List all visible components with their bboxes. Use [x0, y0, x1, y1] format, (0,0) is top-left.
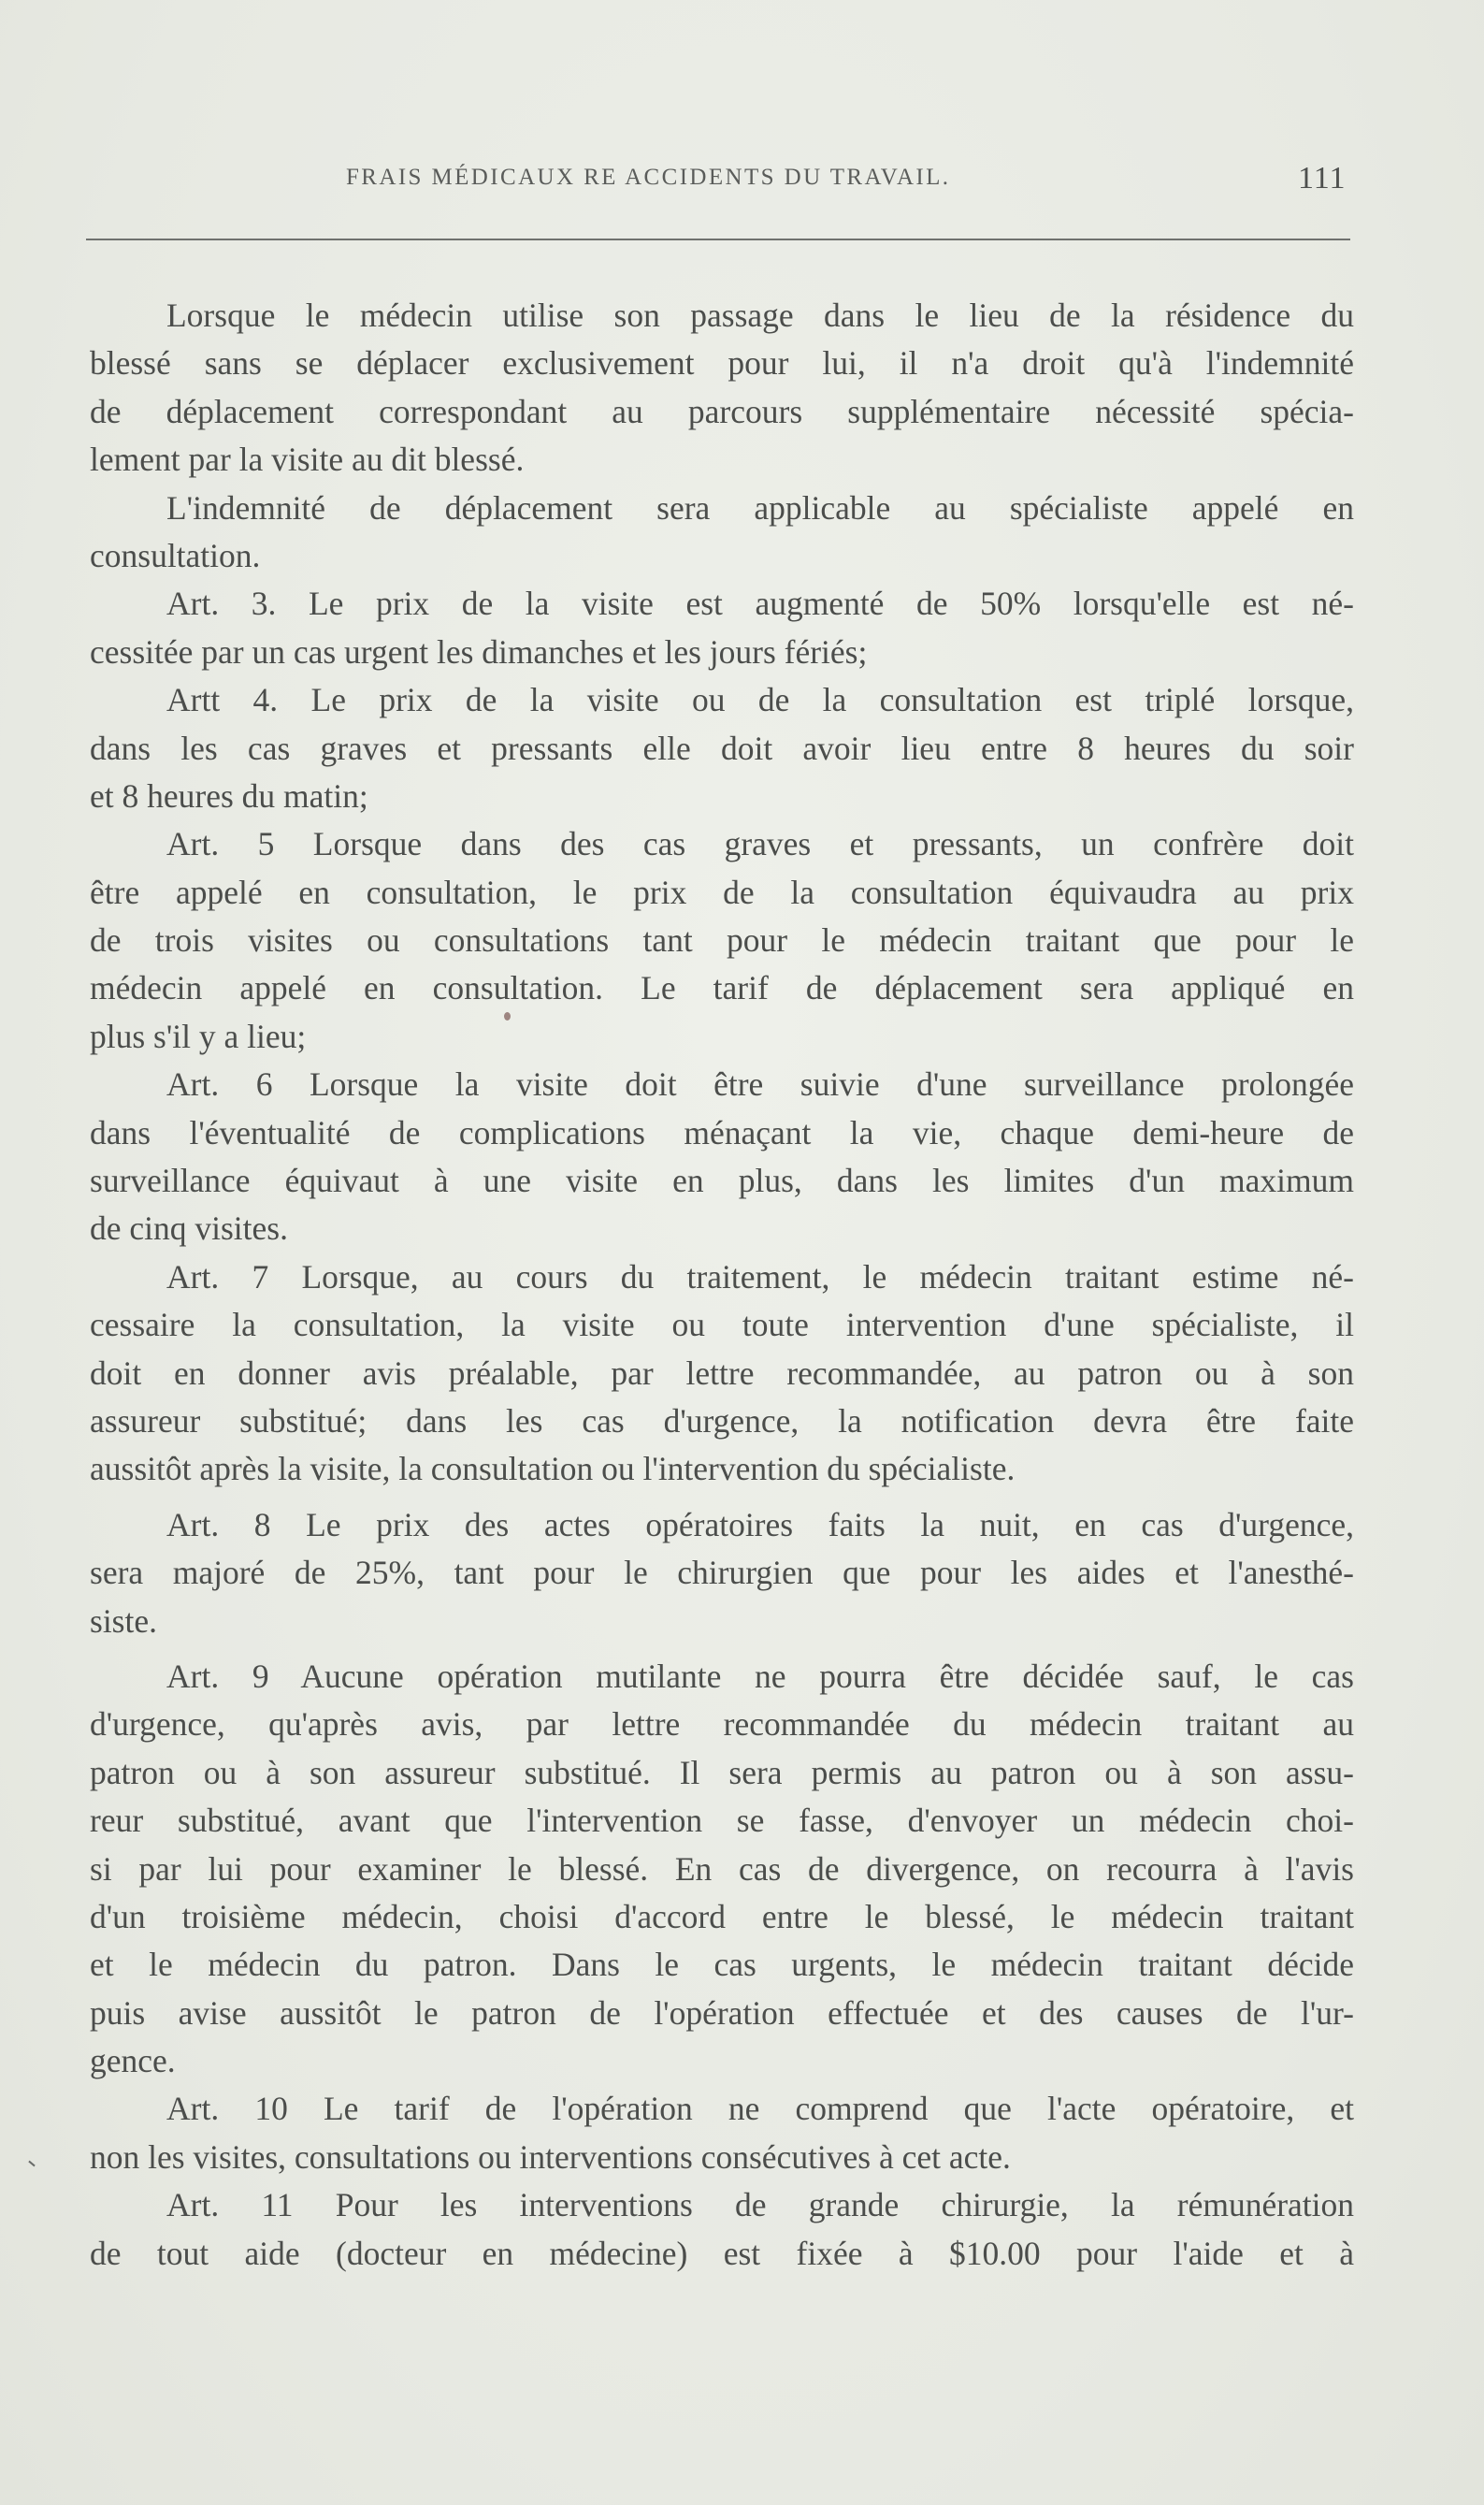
text-line: cessitée par un cas urgent les dimanches et les jours fériés;	[90, 632, 868, 671]
text-line: plus s'il y a lieu;	[90, 1017, 307, 1055]
text-line: d'urgence, qu'après avis, par lettre recommandée du médecin traitant au	[90, 1705, 1354, 1744]
text-line: être appelé en consultation, le prix de la consultation équivaudra au prix	[90, 873, 1354, 911]
text-line: et 8 heures du matin;	[90, 776, 368, 815]
text-line: Lorsque le médecin utilise son passage dans le lieu de la résidence du	[166, 297, 1354, 334]
text-line: si par lui pour examiner le blessé. En cas de divergence, on recourra à l'avis	[90, 1849, 1354, 1888]
text-line: Art. 8 Le prix des actes opératoires faits la nuit, en cas d'urgence,	[166, 1505, 1354, 1543]
header-rule	[86, 239, 1350, 240]
text-line: non les visites, consultations ou interventions consécutives à cet acte.	[90, 2137, 1011, 2176]
running-title: FRAIS MÉDICAUX RE ACCIDENTS DU TRAVAIL.	[346, 165, 951, 190]
text-line: gence.	[90, 2042, 176, 2080]
text-line: de tout aide (docteur en médecine) est fixée à $10.00 pour l'aide et à	[90, 2234, 1354, 2272]
text-line: de déplacement correspondant au parcours supplémentaire nécessité spécia-	[90, 392, 1354, 430]
text-line: Art. 10 Le tarif de l'opération ne comprend que l'acte opératoire, et	[166, 2090, 1354, 2128]
text-line: Artt 4. Le prix de la visite ou de la consultation est triplé lorsque,	[166, 681, 1354, 719]
text-line: Art. 5 Lorsque dans des cas graves et pressants, un confrère doit	[166, 825, 1354, 863]
text-line: assureur substitué; dans les cas d'urgence, la notification devra être faite	[90, 1401, 1354, 1440]
text-line: consultation.	[90, 536, 261, 574]
text-line: de trois visites ou consultations tant pour le médecin traitant que pour le	[90, 921, 1354, 960]
text-line: aussitôt après la visite, la consultation ou l'intervention du spécialiste.	[90, 1450, 1016, 1488]
text-line: médecin appelé en consultation. Le tarif de déplacement sera appliqué en	[90, 969, 1354, 1007]
text-line: siste.	[90, 1601, 157, 1640]
text-line: de cinq visites.	[90, 1209, 288, 1248]
text-line: lement par la visite au dit blessé.	[90, 441, 525, 479]
text-line: Art. 9 Aucune opération mutilante ne pourra être décidée sauf, le cas	[166, 1657, 1354, 1695]
text-line: Art. 7 Lorsque, au cours du traitement, le médecin traitant estime né-	[166, 1257, 1354, 1296]
text-line: sera majoré de 25%, tant pour le chirurgien que pour les aides et l'anesthé-	[90, 1554, 1354, 1592]
text-line: doit en donner avis préalable, par lettre recommandée, au patron ou à son	[90, 1354, 1354, 1392]
ink-speck	[504, 1012, 511, 1021]
text-line: Art. 6 Lorsque la visite doit être suivie d'une surveillance prolongée	[166, 1065, 1354, 1104]
margin-mark	[28, 2161, 35, 2167]
text-line: blessé sans se déplacer exclusivement pour lui, il n'a droit qu'à l'indemnité	[90, 344, 1354, 383]
text-line: reur substitué, avant que l'intervention se fasse, d'envoyer un médecin choi-	[90, 1802, 1354, 1840]
text-line: puis avise aussitôt le patron de l'opération effectuée et des causes de l'ur-	[90, 1993, 1354, 2032]
body-text	[90, 292, 1354, 2278]
text-line: cessaire la consultation, la visite ou toute intervention d'une spécialiste, il	[90, 1306, 1354, 1344]
text-line: surveillance équivaut à une visite en plus, dans les limites d'un maximum	[90, 1162, 1354, 1200]
text-line: dans l'éventualité de complications ménaçant la vie, chaque demi-heure de	[90, 1113, 1354, 1151]
text-line: L'indemnité de déplacement sera applicable au spécialiste appelé en	[166, 488, 1354, 527]
text-line: dans les cas graves et pressants elle doit avoir lieu entre 8 heures du soir	[90, 729, 1354, 767]
text-line: Art. 3. Le prix de la visite est augmenté de 50% lorsqu'elle est né-	[166, 585, 1354, 623]
text-line: et le médecin du patron. Dans le cas urgents, le médecin traitant décide	[90, 1946, 1354, 1984]
text-line: d'un troisième médecin, choisi d'accord entre le blessé, le médecin traitant	[90, 1897, 1354, 1935]
text-line: patron ou à son assureur substitué. Il sera permis au patron ou à son assu-	[90, 1753, 1354, 1791]
text-line: Art. 11 Pour les interventions de grande chirurgie, la rémunération	[166, 2186, 1354, 2224]
page-number: 111	[1298, 161, 1347, 195]
